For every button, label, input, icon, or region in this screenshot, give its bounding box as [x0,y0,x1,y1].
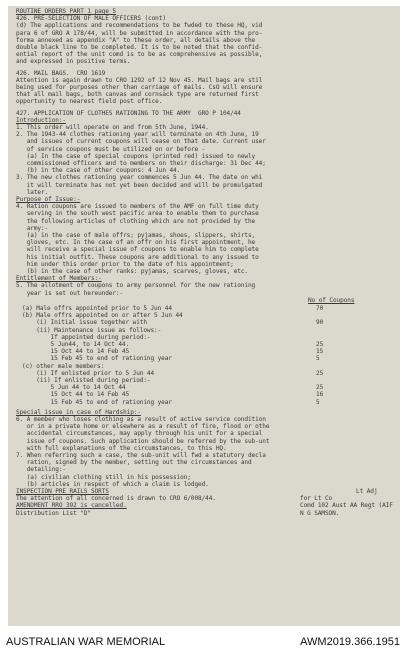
text-line: Distribution List "D" [16,509,91,517]
table-row-label: 5 Jun 44 to 14 Oct 44 [22,384,126,392]
table-row-value: 16 [316,391,324,399]
text-line: The attention of all concerned is drawn to CRO 6/008/44. [16,495,216,503]
table-row-value: 5 [316,355,320,363]
text-line: AMENDMENT RRO 392 is cancelled. [16,502,127,510]
text-line: later. [16,188,49,196]
text-line: 3. The new clothes rationing year commences 5 Jun 44. The date on whi [16,174,263,182]
text-line: the following articles of clothing which are not provided by the [16,217,256,225]
text-line: (b) articles in respect of which a claim is lodged. [16,480,209,488]
text-line: opportunity to nearest field post office. [16,98,163,106]
text-line: serving in the south west pacific area to enable them to purchase [16,210,259,218]
text-line: (b) in the case of other coupons: 4 Jun 44. [16,167,181,175]
section-heading: Special issue in case of Hardship:- [16,408,141,416]
text-line: with full explanations of the circumstances, to this HQ. [16,444,227,452]
signature-line: Lt Adj [356,488,378,495]
text-line: Entitlement of Members:- [16,275,102,283]
table-row-label: (i) Initial issue together with [22,319,147,327]
table-row-value: 90 [316,319,324,327]
archive-name: AUSTRALIAN WAR MEMORIAL [6,636,166,648]
section-heading: 427. APPLICATION OF CLOTHES RATIONING TO THE ARMY GRO P 104/44 [16,109,241,117]
text-line: gloves, etc. In the case of an offr on his first appointment, he [16,239,256,247]
text-line: 1. This order will operate on and from 5th June, 1944. [16,124,209,131]
text-line: Attention is again drawn to CRO 1292 of 12 Nov 45. Mail bags are stil [16,76,263,84]
table-row-label: (a) Male offrs appointed prior to 5 Jun 44 [22,305,172,312]
text-line: and issues of current coupons will cease on that date. Current user [16,138,266,146]
text-line: of service coupons must be utilized on or before - [16,145,206,153]
text-line: double black line to be completed. It is to be noted that the confid- [16,44,263,51]
table-row-label: (ii) Maintenance issue as follows:- [22,326,162,334]
text-line: (a) In the case of special coupons (printed red) issued to newly [16,152,256,160]
text-line: para 6 of GRO A 178/44, will be submitted in accordance with the pro- [16,29,263,37]
text-line: his initial outfit. These coupons are additional to any issued to [16,253,259,261]
text-line: being used for purposes other than carriage of mails. CsO will ensure [16,84,263,91]
table-row-label: 15 Oct 44 to 14 Feb 45 [22,391,130,399]
text-line: army:- [16,224,49,232]
text-line: will receive a special issue of coupons to enable him to complete [16,246,259,254]
text-line: ential report of the unit comd is to be as comprehensive as possible, [16,51,263,59]
signature-line: N G SAMSON. [300,509,340,517]
text-line: or in a private home or elsewhere as a result of fire, flood or othe [16,423,270,431]
text-line: (a) in the case of male offrs; pyjamas, shoes, slippers, shirts, [16,232,256,239]
section-heading: 426. PRE-SELECTION OF MALE OFFICERS (cont) [16,15,166,23]
table-row-label: 5 Jun44, to 14 Oct 44. [22,341,130,348]
text-line: detailing:- [16,466,66,474]
text-line: (d) The applications and recommendations to be fwded to these HQ, vid [16,22,263,30]
table-row-value: 25 [316,369,324,377]
text-line: Introduction:- [16,116,66,124]
document-page [8,6,400,626]
section-heading: 426. MAIL BAGS. CRO 1619 [16,69,106,77]
text-line: forma annexed as appendix "A" to these order, all details above the [16,36,256,44]
table-row-label: 15 Oct 44 to 14 Feb 45 [22,348,130,356]
table-row-value: 5 [316,398,320,406]
text-line: issue of coupons. Such application should be referred by the sub-unt [16,437,270,445]
text-line: 4. Ration coupons are issued to members of the AMF on full time duty [16,203,259,211]
text-line: 6. A member who loses clothing as a result of active service condition [16,416,266,423]
text-line: INSPECTION PRE RAILS SORTS [16,488,109,495]
text-line: it will terminate has not yet been decided and will be promulgated [16,181,263,189]
text-line: ration, signed by the member, setting out the circumstances and [16,459,252,467]
text-line: him under this order prior to the date of his appointment; [16,260,234,268]
text-line: 2. The 1943-44 clothes rationing year will terminate on 4th June, 19 [16,131,259,139]
table-row-value: 70 [316,305,324,312]
text-line: Purpose of Issue:- [16,196,81,203]
text-line: (a) civilian clothing still in his possession; [16,473,191,481]
archive-footer [0,630,406,653]
text-line: 7. When referring such a case, the sub-unit will fwd a statutory decla [16,452,266,459]
text-line: commissioned officers and to members on their discharge: 31 Dec 44; [16,160,266,167]
table-row-value: 25 [316,341,324,348]
table-row-label: 15 Feb 45 to end of rationing year [22,355,172,363]
text-line: year is set out hereunder:- [16,289,124,297]
signature-line: Comd 102 Aust AA Regt (AIF [300,502,393,510]
table-row-value: 15 [316,348,324,356]
table-row-label: (c) other male members: [22,362,105,370]
signature-line: for Lt Co [300,495,333,503]
text-line: 5. The allotment of coupons to army personnel for the new rationing [16,282,256,290]
table-row-label: (ii) If enlisted during period:- [22,377,151,384]
table-row-value: 25 [316,384,324,392]
text-line: that all mail bags, both canvas and cornsack type are returned first [16,91,259,99]
table-row-label: If appointed during period:- [22,333,151,341]
text-line: (b) in the case of other ranks: pyjamas, scarves, gloves, etc. [16,268,248,275]
text-line: and expressed in positive terms. [16,58,131,66]
accession-number: AWM2019.366.1951 [300,636,400,648]
table-row-label: (b) Male offrs appointed on or after 5 Jun 44 [22,312,183,320]
table-row-label: (i) If enlisted prior to 5 Jun 44 [22,369,155,377]
column-header: No of Coupons [308,296,355,304]
table-row-label: 15 Feb 45 to end of rationing year [22,398,172,406]
page-title: ROUTINE ORDERS PART 1 page 5 [16,8,116,15]
text-line: accidental circumstances, may apply through his unit for a special [16,430,263,438]
